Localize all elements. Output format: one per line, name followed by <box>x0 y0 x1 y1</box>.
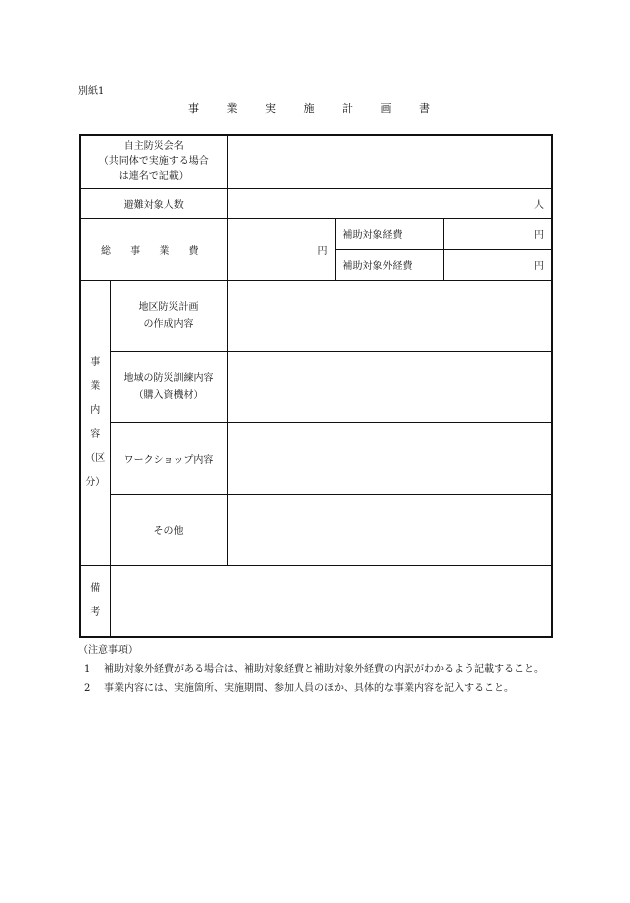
notes-section <box>78 641 554 698</box>
org-name-label: 自主防災会名 （共同体で実施する場合 は連名で記載） <box>80 135 227 188</box>
total-cost-unit: 円 <box>317 245 328 257</box>
training-label: 地域の防災訓練内容 （購入資機材） <box>110 351 227 422</box>
evacuees-label: 避難対象人数 <box>80 188 227 218</box>
org-name-field[interactable] <box>227 135 552 188</box>
notes-heading: （注意事項） <box>78 645 138 656</box>
non-subsidized-field[interactable] <box>443 249 552 280</box>
document-title: 事 業 実 施 計 画 書 <box>188 102 442 115</box>
subsidized-label: 補助対象経費 <box>335 218 443 249</box>
plan-label: 地区防災計画 の作成内容 <box>110 280 227 351</box>
plan-row <box>80 280 552 351</box>
note-text: 事業内容には、実施箇所、実施期間、参加人員のほか、具体的な事業内容を記入すること。 <box>104 683 514 694</box>
subsidized-unit: 円 <box>534 230 544 241</box>
total-cost-field[interactable] <box>227 218 335 280</box>
subsidized-field[interactable] <box>443 218 552 249</box>
non-subsidized-unit: 円 <box>534 261 544 272</box>
evacuees-field[interactable] <box>227 188 552 218</box>
workshop-row <box>80 422 552 494</box>
note-item <box>78 660 554 679</box>
total-cost-row-1 <box>80 218 552 249</box>
plan-field[interactable] <box>227 280 552 351</box>
remarks-label: 備 考 <box>80 565 110 637</box>
plan-form-table <box>79 134 553 638</box>
attachment-label: 別紙1 <box>78 86 105 97</box>
other-label: その他 <box>110 494 227 565</box>
training-row <box>80 351 552 422</box>
non-subsidized-label: 補助対象外経費 <box>335 249 443 280</box>
evacuees-row <box>80 188 552 218</box>
note-number: 1 <box>84 664 91 675</box>
other-row <box>80 494 552 565</box>
note-number: 2 <box>84 683 91 694</box>
note-item <box>78 679 554 698</box>
remarks-field[interactable] <box>110 565 552 637</box>
evacuees-unit: 人 <box>534 199 544 211</box>
workshop-label: ワークショップ内容 <box>110 422 227 494</box>
training-field[interactable] <box>227 351 552 422</box>
total-cost-label: 総 事 業 費 <box>80 218 227 280</box>
remarks-row <box>80 565 552 637</box>
category-vertical-label: 事 業 内 容（区 分） <box>80 280 110 565</box>
note-text: 補助対象外経費がある場合は、補助対象経費と補助対象外経費の内訳がわかるよう記載すること。 <box>104 664 544 675</box>
other-field[interactable] <box>227 494 552 565</box>
org-name-row <box>80 135 552 188</box>
workshop-field[interactable] <box>227 422 552 494</box>
